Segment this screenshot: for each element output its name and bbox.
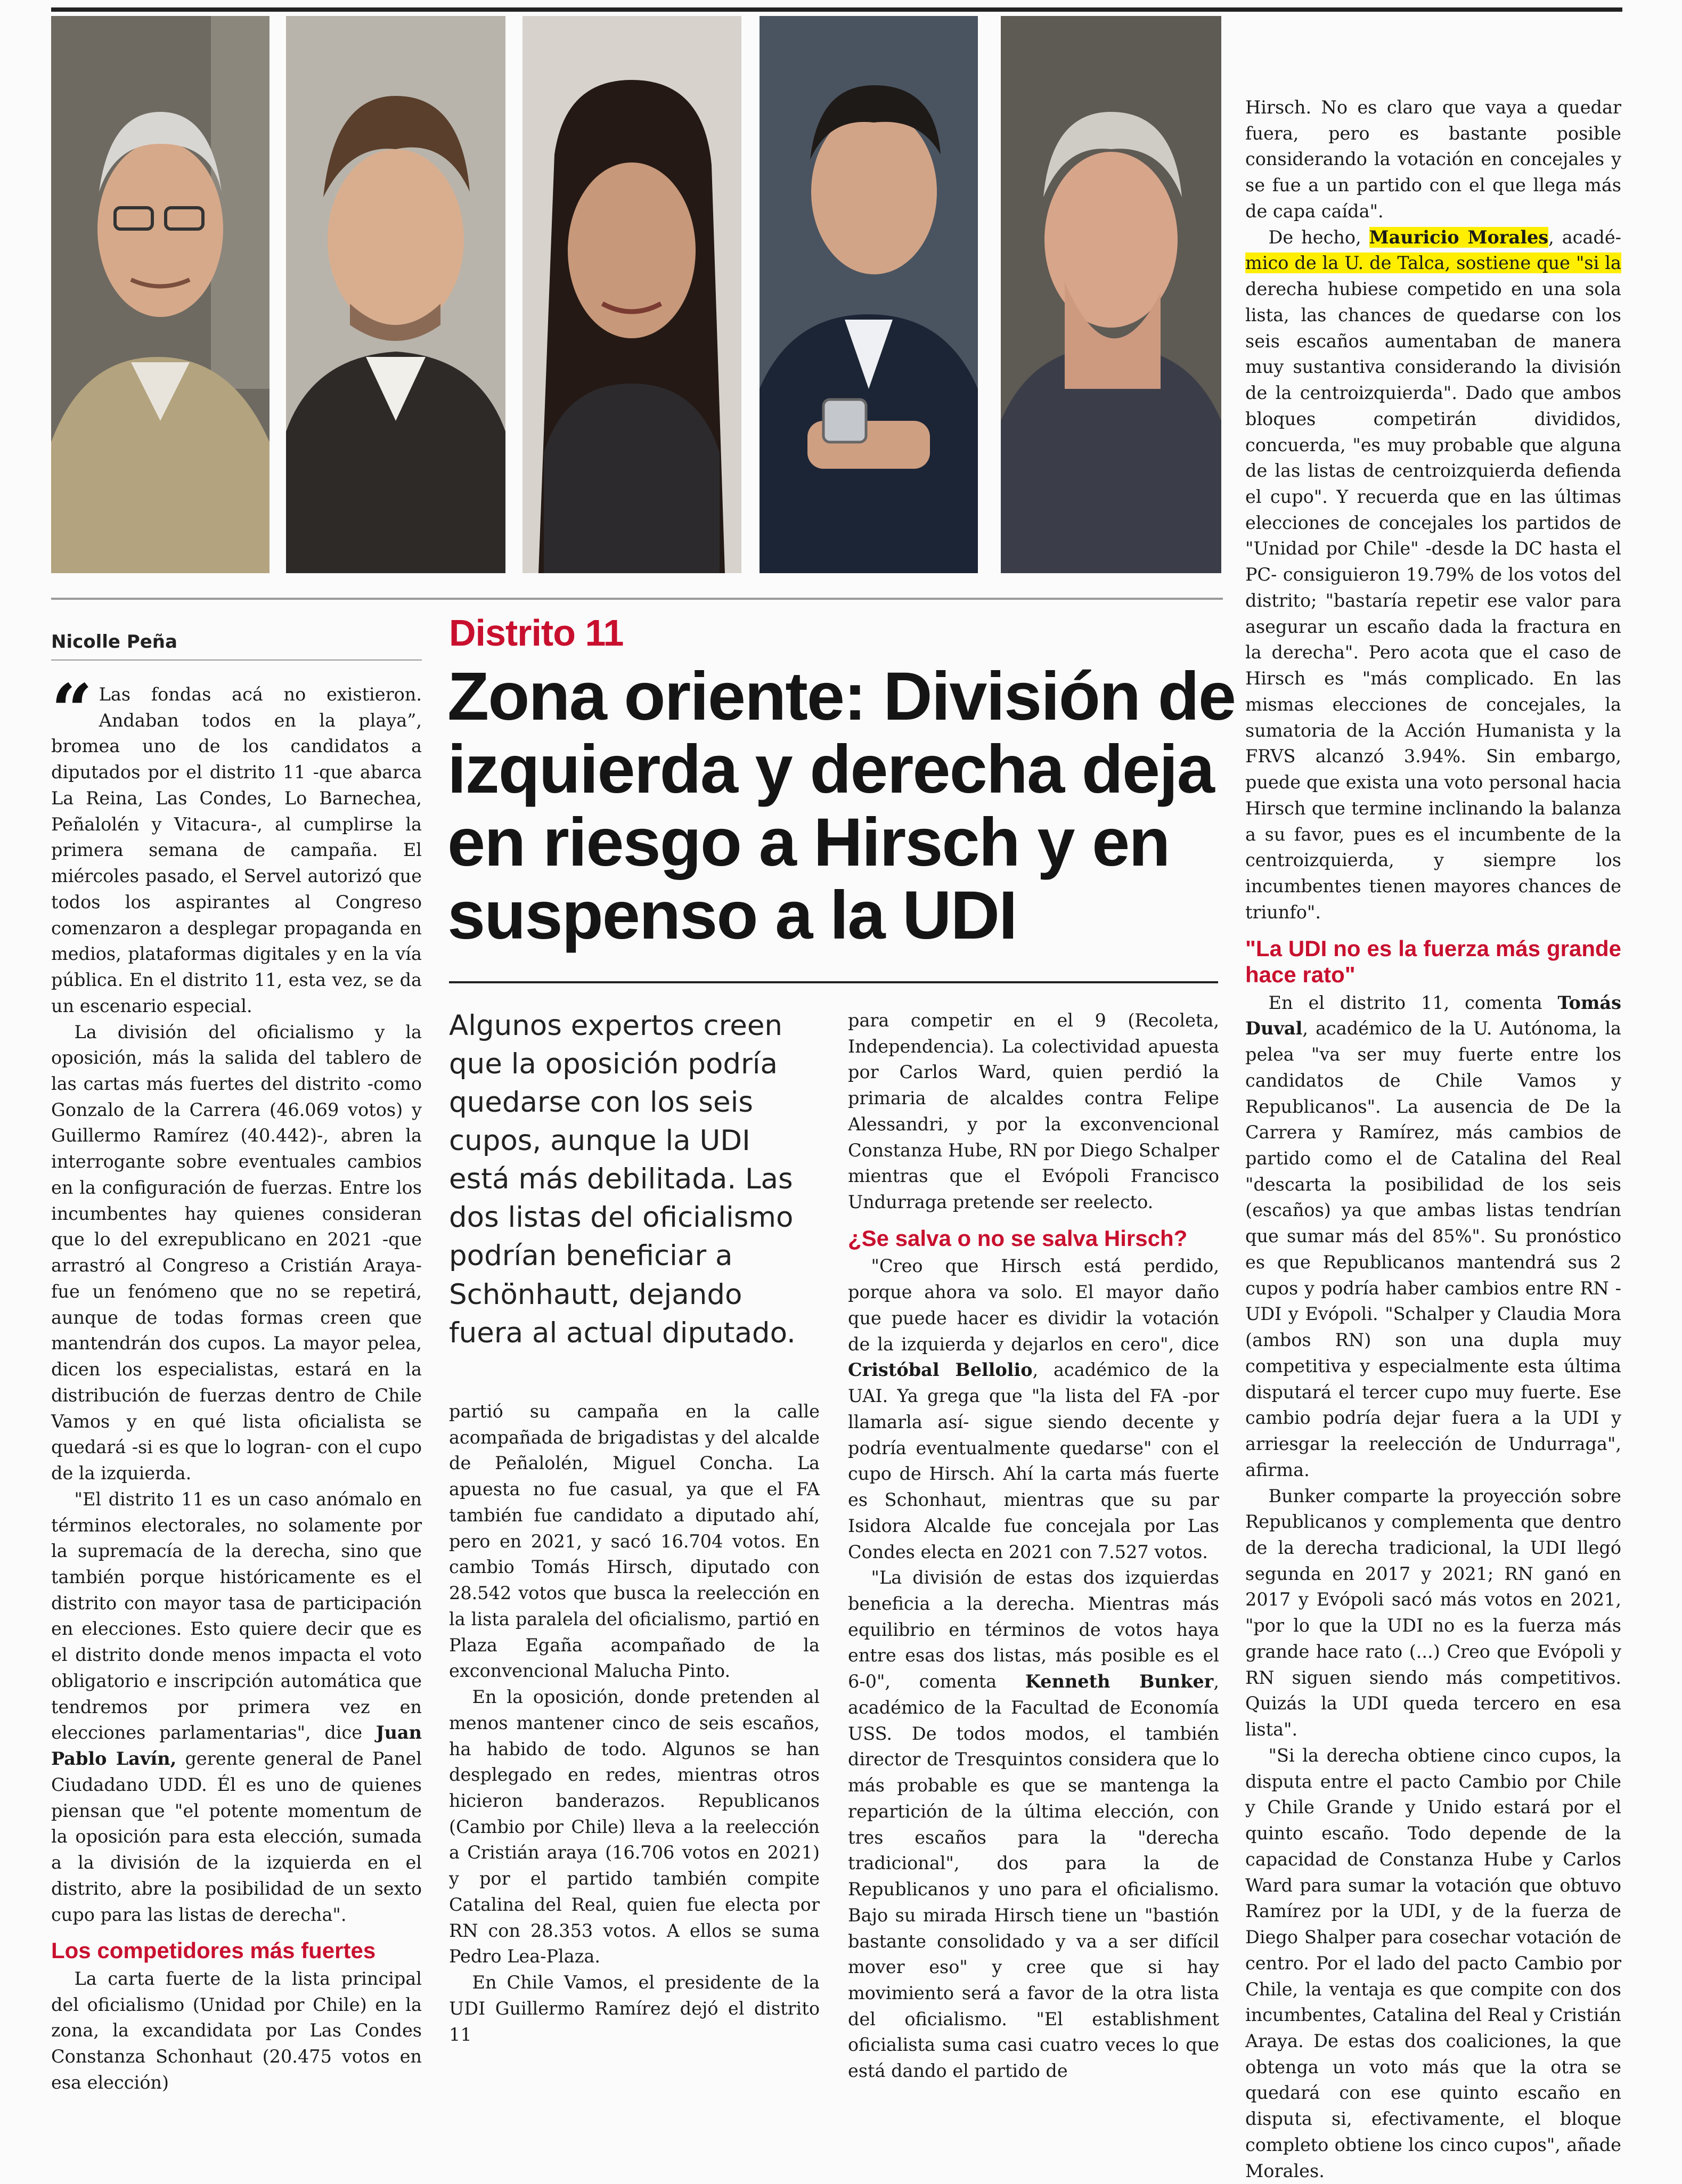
- top-rule: [51, 7, 1622, 12]
- portrait-photo-2: [286, 16, 505, 573]
- body-paragraph: Bunker comparte la proyección sobre Republicanos y complementa que dentro de la derecha tradicional, la UDI llegó segunda en 2017 y 2021; RN ganó en 2017 y Evópoli sacó más votos en 2021, "por lo que la UDI no es la fuerza más grande hace rato (...) Creo que Evópoli y RN siguen siendo más competitivos. Quizás la UDI queda tercero en esa lista".: [1245, 1485, 1621, 1740]
- body-paragraph: para competir en el 9 (Recoleta, Independencia). La colectividad apuesta por Carlos Ward, quien perdió la primaria de alcaldes contra Felipe Alessandri, y por la exconvencional Constanza Hube, RN por Diego Schalper mientras que el Evópoli Francisco Undurraga pretende ser reelecto.: [848, 1010, 1219, 1213]
- opening-paragraph: “ Las fondas acá no existieron. Andaban todos en la playa”, bromea uno de los candidatos a diputados por el distrito 11 -que abarca La Reina, Las Condes, Lo Barnechea, Peñalolén y Vitacura-, al cumplirse la primera semana de campaña. El miércoles pasado, el Servel autorizó que todos los aspirantes al Congreso comenzaron a desplegar propaganda en medios, plataformas digitales y en la vía pública. En el distrito 11, esta vez, se da un escenario especial.: [51, 668, 422, 1016]
- body-paragraph: "La división de estas dos izquierdas beneficia a la derecha. Mientras más equilibrio en términos de votos haya entre esas dos listas, más posible es el 6-0", comenta Kenneth Bunker, académico de la Facultad de Economía USS. De todos modos, el también director de Tresquintos considera que lo más probable es que se mantenga la repartición de la última elección, con tres escaños para la "derecha tradicional", dos para la de Republicanos y uno para el oficialismo. Bajo su mirada Hirsch tiene un "bastión bastante consolidado y va a ser difícil mover eso" y cree que si hay movimiento será a favor de la otra lista del oficialismo. "El establishment oficialista suma casi cuatro veces lo que está dando el partido de: [848, 1567, 1219, 2082]
- column-2: [449, 1399, 820, 2048]
- subheading-competidores: Los competidores más fuertes: [51, 1938, 376, 1963]
- portrait-photo-4: [760, 16, 978, 573]
- lead-paragraph: Algunos expertos creen que la oposición podría quedarse con los seis cupos, aunque la UDI está más debilitada. Las dos listas del oficialismo podrían beneficiar a Schönhautt, dejando fuera al actual diputado.: [449, 1009, 796, 1349]
- person-name: Kenneth Bunker: [1025, 1671, 1214, 1692]
- person-name: Juan Pablo Lavín,: [51, 1722, 422, 1770]
- highlighted-name: Mauricio Morales: [1369, 226, 1549, 248]
- byline: Nicolle Peña: [51, 631, 177, 653]
- body-paragraph: En el distrito 11, comenta Tomás Duval, académico de la U. Autónoma, la pelea "va ser muy fuerte entre los candidatos de Chile Vamos y Republicanos". La ausencia de De la Carrera y Ramírez, más cambios de partido como el de Catalina del Real "descarta la posibilidad de los seis (escaños) ya que ambas listas tendrían que sumar más del 85%". Su pronóstico es que Republicanos mantendrá sus 2 cupos y podría haber cambios entre RN -UDI y Evópoli. "Schalper y Claudia Mora (ambos RN) son una dupla muy competitiva y especialmente esta última disputará el tercer cupo muy fuerte. Ese cambio podría dejar fuera a la UDI y arriesgar la reelección de Undurraga", afirma.: [1245, 992, 1621, 1480]
- headline-rule: [449, 981, 1218, 983]
- headline: Zona oriente: División de izquierda y derecha deja en riesgo a Hirsch y en suspenso a la UDI: [447, 658, 1236, 954]
- portrait-photo-3: [522, 16, 741, 573]
- portrait-photo-5: [1001, 16, 1221, 573]
- body-paragraph: De hecho, Mauricio Morales, acadé- mico de la U. de Talca, sostiene que "si la derecha hubiese competido en una sola lista, las chances de quedarse con los seis escaños aumentaban de manera muy sustantiva considerando la división de la centroizquierda". Dado que ambos bloques competirán divididos, concuerda, "es muy probable que alguna de las listas de centroizquierda defienda el cupo". Y recuerda que en las últimas elecciones de concejales los partidos de "Unidad por Chile" -desde la DC hasta el PC- consiguieron 19.79% de los votos del distrito; "bastaría repetir ese valor para asegurar un escaño dada la fractura en la derecha". Pero acota que el caso de Hirsch es "más complicado. En las mismas elecciones de concejales, la sumatoria de la Acción Humanista y la FRVS alcanzó 3.94%. Sin embargo, puede que exista una voto personal hacia Hirsch que termine inclinando la balanza a su favor, pues es el incumbente de la centroizquierda, y siempre los incumbentes tienen mayores chances de triunfo".: [1245, 226, 1621, 923]
- highlighted-text: mico de la U. de Talca, sostiene que "si la: [1245, 252, 1621, 274]
- body-paragraph: "El distrito 11 es un caso anómalo en términos electorales, no solamente por la supremacía de la derecha, sino que también porque históricamente es el distrito con mayor tasa de participación en elecciones. Esto quiere decir que es el distrito donde menos impacta el voto obligatorio e inscripción automática que tendremos por primera vez en elecciones parlamentarias", dice Juan Pablo Lavín, gerente general de Panel Ciudadano UDD. Él es uno de quienes piensan que "el potente momentum de la oposición para esta elección, sumada a la división de la izquierda en el distrito, abre la posibilidad de un sexto cupo para las listas de derecha".: [51, 1488, 422, 1925]
- subheading-hirsch: ¿Se salva o no se salva Hirsch?: [848, 1225, 1188, 1251]
- separator-rule: [51, 598, 1223, 600]
- body-paragraph: La carta fuerte de la lista principal del oficialismo (Unidad por Chile) en la zona, la excandidata por Las Condes Constanza Schonhaut (20.475 votos en esa elección): [51, 1968, 422, 2093]
- subheading-udi: "La UDI no es la fuerza más grande hace rato": [1245, 935, 1621, 988]
- drop-quote-mark: “: [51, 668, 93, 753]
- column-4: [1245, 95, 1621, 2184]
- body-paragraph: "Si la derecha obtiene cinco cupos, la disputa entre el pacto Cambio por Chile y Chile Grande y Unido estará por el quinto escaño. Todo depende de la capacidad de Constanza Hube y Carlos Ward para sumar la votación que obtuvo Ramírez por la UDI, y de la fuerza de Diego Shalper para cosechar votación de centro. Por el lado del pacto Cambio por Chile, la ventaja es que compite con dos incumbentes, Catalina del Real y Cristián Araya. De estas dos coaliciones, la que obtenga un voto más que la otra se quedará con ese quinto escaño en disputa si, efectivamente, el bloque completo obtiene los cinco cupos", añade Morales.: [1245, 1745, 1621, 2181]
- byline-rule: [51, 659, 422, 661]
- column-3: [848, 1008, 1219, 2084]
- person-name: Tomás Duval: [1245, 992, 1621, 1039]
- body-paragraph: "Creo que Hirsch está perdido, porque ahora va solo. El mayor daño que puede hacer es dividir la votación de la izquierda y dejarlos en cero", dice Cristóbal Bellolio, académico de la UAI. Ya grega que "la lista del FA -por llamarla así- sigue siendo decente y podría eventualmente quedarse" con el cupo de Hirsch. Ahí la carta más fuerte es Schonhaut, mientras que su par Isidora Alcalde fue concejala por Las Condes electa en 2021 con 7.527 votos.: [848, 1256, 1219, 1562]
- body-paragraph: La división del oficialismo y la oposición, más la salida del tablero de las cartas más fuertes del distrito -como Gonzalo de la Carrera (46.069 votos) y Guillermo Ramírez (40.442)-, abren la interrogante sobre eventuales cambios en la configuración de fuerzas. Entre los incumbentes hay quienes consideran que lo del exrepublicano en 2021 -que arrastró al Congreso a Cristián Araya- fue un fenómeno que no se repetirá, aunque de todas formas creen que mantendrán dos cupos. La mayor pelea, dicen los especialistas, estará en la distribución de fuerzas dentro de Chile Vamos y en qué lista oficialista se quedará -si es que lo logran- con el cupo de la izquierda.: [51, 1021, 422, 1484]
- section-label: Distrito 11: [449, 612, 624, 654]
- body-paragraph: En la oposición, donde pretenden al menos mantener cinco de seis escaños, ha habido de todo. Algunos se han desplegado en redes, mientras otros hicieron banderazos. Republicanos (Cambio por Chile) lleva a la reelección a Cristián araya (16.706 votos en 2021) y por el partido también compite Catalina del Real, quien fue electa por RN con 28.353 votos. A ellos se suma Pedro Lea-Plaza.: [449, 1686, 820, 1967]
- body-paragraph: Hirsch. No es claro que vaya a quedar fuera, pero es bastante posible considerando la votación en concejales y se fue a un partido con el que llega más de capa caída".: [1245, 97, 1621, 222]
- body-paragraph: partió su campaña en la calle acompañada de brigadistas y del alcalde de Peñalolén, Miguel Concha. La apuesta no fue casual, ya que el FA también fue candidato a diputado ahí, pero en 2021, y sacó 16.704 votos. En cambio Tomás Hirsch, diputado con 28.542 votos que busca la reelección en la lista paralela del oficialismo, partió en Plaza Egaña acompañado de la exconvencional Malucha Pinto.: [449, 1401, 820, 1682]
- portrait-photo-1: [51, 16, 270, 573]
- person-name: Cristóbal Bellolio: [848, 1359, 1033, 1381]
- body-paragraph: En Chile Vamos, el presidente de la UDI Guillermo Ramírez dejó el distrito 11: [449, 1972, 820, 2045]
- column-1: [51, 668, 422, 2096]
